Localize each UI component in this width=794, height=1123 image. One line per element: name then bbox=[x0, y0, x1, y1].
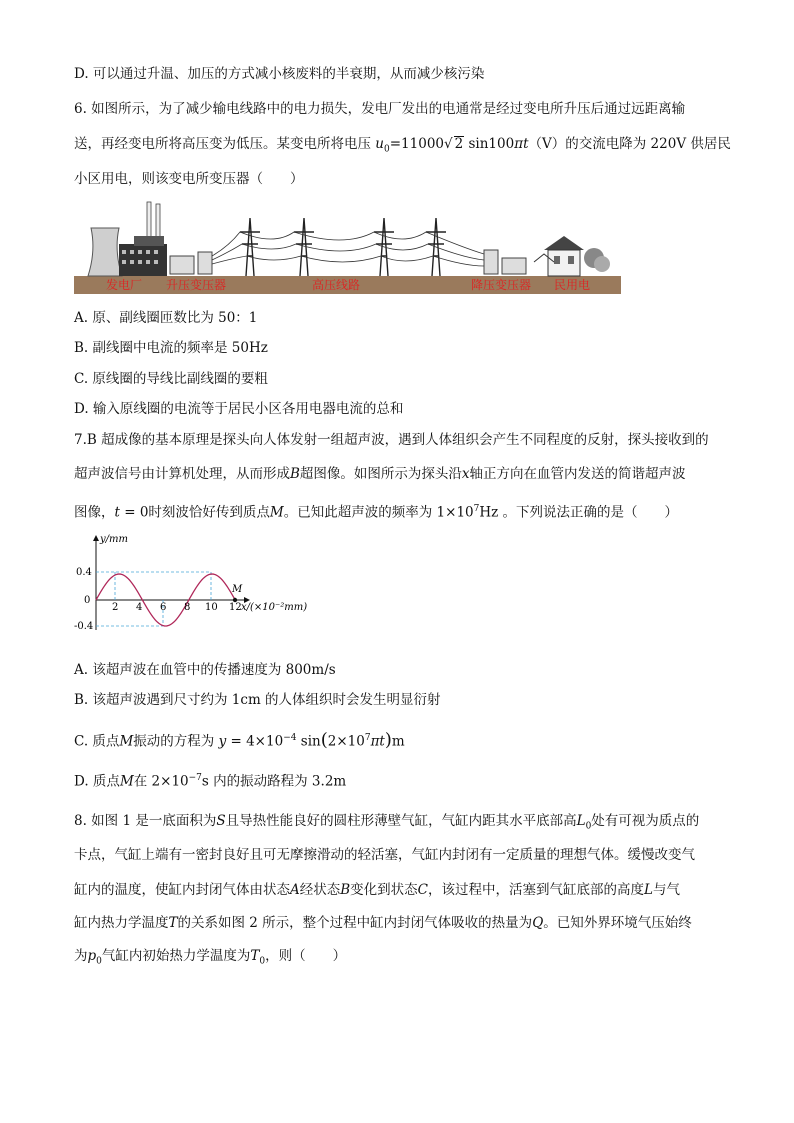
factory-building-icon bbox=[119, 244, 167, 276]
pylon-icon bbox=[294, 218, 314, 276]
q7-text: D. 质点 bbox=[74, 773, 120, 790]
q6-pi-t: πt bbox=[514, 136, 529, 152]
q7-text: 。已知此超声波的频率为 1×10 bbox=[283, 504, 474, 521]
q8-text: 。已知外界环境气压始终 bbox=[543, 915, 692, 931]
step-up-transformer-icon bbox=[170, 256, 194, 274]
x-tick-label: 12 bbox=[229, 602, 242, 613]
q6-option-d: D. 输入原线圈的电流等于居民小区各用电器电流的总和 bbox=[74, 401, 404, 417]
q8-text: 且导热性能良好的圆柱形薄壁气缸，气缸内距其水平底部高 bbox=[225, 813, 577, 829]
q8-stem-line5 bbox=[74, 946, 346, 972]
q8-var-c: C bbox=[417, 882, 429, 898]
left-paren-icon: ( bbox=[320, 729, 328, 751]
step-down-transformer-icon bbox=[502, 258, 526, 274]
q8-var-s: S bbox=[216, 813, 226, 829]
q7-var-m: M bbox=[269, 504, 284, 521]
q7-stem-line3 bbox=[74, 499, 678, 523]
step-down-transformer-icon bbox=[484, 250, 498, 274]
q8-text: 气缸内初始热力学温度为 bbox=[101, 948, 251, 964]
q8-var-l0: L bbox=[576, 813, 586, 829]
q6-text: 送，再经变电所将高压变为低压。某变电所将电压 bbox=[74, 136, 376, 152]
q8-var-p0: p bbox=[87, 948, 97, 964]
q6-stem-line1: 6. 如图所示，为了减少输电线路中的电力损失，发电厂发出的电通常是经过变电所升压后通过远距离输 bbox=[74, 101, 686, 117]
x-tick-label: 6 bbox=[160, 602, 167, 613]
q6-stem-line2 bbox=[74, 134, 731, 160]
q6-stem-line3: 小区用电，则该变电所变压器（ ） bbox=[74, 171, 304, 187]
q6-formula-sin: sin100 bbox=[464, 136, 515, 152]
q8-text: 为 bbox=[74, 948, 88, 964]
y-axis-label: y/mm bbox=[100, 534, 128, 545]
y-tick-label: 0 bbox=[84, 595, 91, 606]
point-m bbox=[233, 598, 237, 602]
power-transmission-figure bbox=[74, 196, 622, 296]
q8-text: 的关系如图 2 所示，整个过程中缸内封闭气体吸收的热量为 bbox=[177, 915, 533, 931]
residential-house-icon bbox=[534, 236, 584, 276]
q7-text: 在 2×10 bbox=[133, 773, 189, 790]
q7-stem-line1: 7.B 超成像的基本原理是探头向人体发射一组超声波，遇到人体组织会产生不同程度的反射，探头接收到的 bbox=[74, 432, 709, 448]
q8-var-a: A bbox=[290, 882, 300, 898]
q6-option-a: A. 原、副线圈匝数比为 50：1 bbox=[74, 310, 258, 326]
q8-subscript: 0 bbox=[259, 956, 266, 967]
wave-graph bbox=[74, 530, 324, 636]
q8-text: 变化到状态 bbox=[350, 882, 418, 898]
q7-pi-t: πt bbox=[370, 733, 385, 750]
q7-var-y: y bbox=[218, 733, 227, 750]
q8-text: 经状态 bbox=[299, 882, 341, 898]
q8-subscript: 0 bbox=[585, 821, 592, 832]
label-step-down: 降压变压器 bbox=[471, 278, 532, 292]
q7-text: C. 质点 bbox=[74, 733, 120, 750]
q7-unit: m bbox=[391, 733, 405, 750]
q6-option-b: B. 副线圈中电流的频率是 50Hz bbox=[74, 340, 268, 356]
q8-var-t0: T bbox=[250, 948, 260, 964]
label-residential: 民用电 bbox=[554, 278, 591, 292]
q8-stem-line3 bbox=[74, 880, 680, 900]
q7-option-d bbox=[74, 768, 346, 792]
q6-option-c: C. 原线圈的导线比副线圈的要粗 bbox=[74, 371, 268, 387]
sqrt-content: 2 bbox=[454, 136, 464, 152]
q8-text: 处有可视为质点的 bbox=[591, 813, 700, 829]
q7-stem-line2 bbox=[74, 464, 686, 484]
label-power-plant: 发电厂 bbox=[106, 278, 143, 292]
pylon-icon bbox=[240, 218, 260, 276]
q8-stem-line4 bbox=[74, 913, 692, 933]
q5-option-d: D. 可以通过升温、加压的方式减小核废料的半衰期，从而减少核污染 bbox=[74, 66, 485, 82]
q7-exponent: 7 bbox=[473, 504, 480, 514]
q7-text: Hz 。下列说法正确的是（ ） bbox=[479, 504, 679, 521]
q7-text: = 4×10 bbox=[226, 733, 284, 750]
q8-text: ，则（ ） bbox=[265, 948, 347, 964]
q7-option-a: A. 该超声波在血管中的传播速度为 800m/s bbox=[74, 662, 336, 678]
tree-icon bbox=[584, 248, 610, 272]
q8-var-l: L bbox=[644, 882, 653, 898]
q7-exponent: −7 bbox=[188, 773, 202, 783]
q8-text: 8. 如图 1 是一底面积为 bbox=[74, 813, 217, 829]
x-tick-label: 8 bbox=[184, 602, 191, 613]
x-tick-label: 10 bbox=[205, 602, 218, 613]
q7-text: sin bbox=[296, 733, 321, 750]
x-tick-label: 2 bbox=[112, 602, 119, 613]
u0-subscript: 0 bbox=[384, 144, 390, 155]
q6-text-end: （V）的交流电降为 220V 供居民 bbox=[528, 136, 731, 152]
q7-var-t: t bbox=[114, 504, 120, 521]
q8-stem-line1 bbox=[74, 811, 699, 837]
y-tick-label: 0.4 bbox=[76, 567, 92, 578]
q7-text: 超图像。如图所示为探头沿 bbox=[299, 466, 462, 482]
label-step-up: 升压变压器 bbox=[166, 278, 227, 292]
label-high-voltage-line: 高压线路 bbox=[312, 278, 361, 292]
q7-var-m: M bbox=[119, 773, 134, 790]
q7-exponent: −4 bbox=[283, 733, 297, 743]
step-up-transformer-icon bbox=[198, 252, 212, 274]
q7-text: 图像， bbox=[74, 504, 115, 521]
q7-text: 2×10 bbox=[327, 733, 365, 750]
point-m-label: M bbox=[232, 584, 243, 595]
x-tick-label: 4 bbox=[136, 602, 143, 613]
q6-formula: =11000 bbox=[389, 136, 444, 152]
cooling-tower-icon bbox=[88, 228, 122, 276]
q8-var-b: B bbox=[340, 882, 351, 898]
q8-subscript: 0 bbox=[96, 956, 102, 967]
q8-var-t: T bbox=[168, 915, 178, 931]
u0-variable: u bbox=[375, 136, 384, 152]
q7-text: 轴正方向在血管内发送的简谐超声波 bbox=[469, 466, 686, 482]
q8-text: 缸内的温度，使缸内封闭气体由状态 bbox=[74, 882, 290, 898]
q7-var-m: M bbox=[119, 733, 134, 750]
q7-text: 超声波信号由计算机处理，从而形成 bbox=[74, 466, 290, 482]
q7-text: = 0时刻波恰好传到质点 bbox=[119, 504, 270, 521]
q8-var-q: Q bbox=[532, 915, 544, 931]
q7-exponent: 7 bbox=[364, 733, 371, 743]
sqrt-icon: √ bbox=[444, 136, 453, 152]
x-axis-label: x/(×10⁻²mm) bbox=[241, 602, 308, 613]
q7-var-x: x bbox=[461, 466, 470, 482]
q7-text: 振动的方程为 bbox=[133, 733, 219, 750]
q7-option-b: B. 该超声波遇到尺寸约为 1cm 的人体组织时会发生明显衍射 bbox=[74, 692, 441, 708]
q8-text: ，该过程中，活塞到气缸底部的高度 bbox=[428, 882, 645, 898]
q7-option-c bbox=[74, 728, 405, 752]
q8-text: 缸内热力学温度 bbox=[74, 915, 169, 931]
q8-text: 与气 bbox=[652, 882, 680, 898]
right-paren-icon: ) bbox=[384, 729, 392, 751]
q7-text: s 内的振动路程为 3.2m bbox=[201, 773, 347, 790]
q7-var-b: B bbox=[290, 466, 300, 482]
q8-stem-line2: 卡点，气缸上端有一密封良好且可无摩擦滑动的轻活塞，气缸内封闭有一定质量的理想气体。缓慢改变气 bbox=[74, 847, 695, 863]
factory-roof-icon bbox=[134, 236, 164, 246]
y-tick-label: -0.4 bbox=[74, 621, 94, 632]
